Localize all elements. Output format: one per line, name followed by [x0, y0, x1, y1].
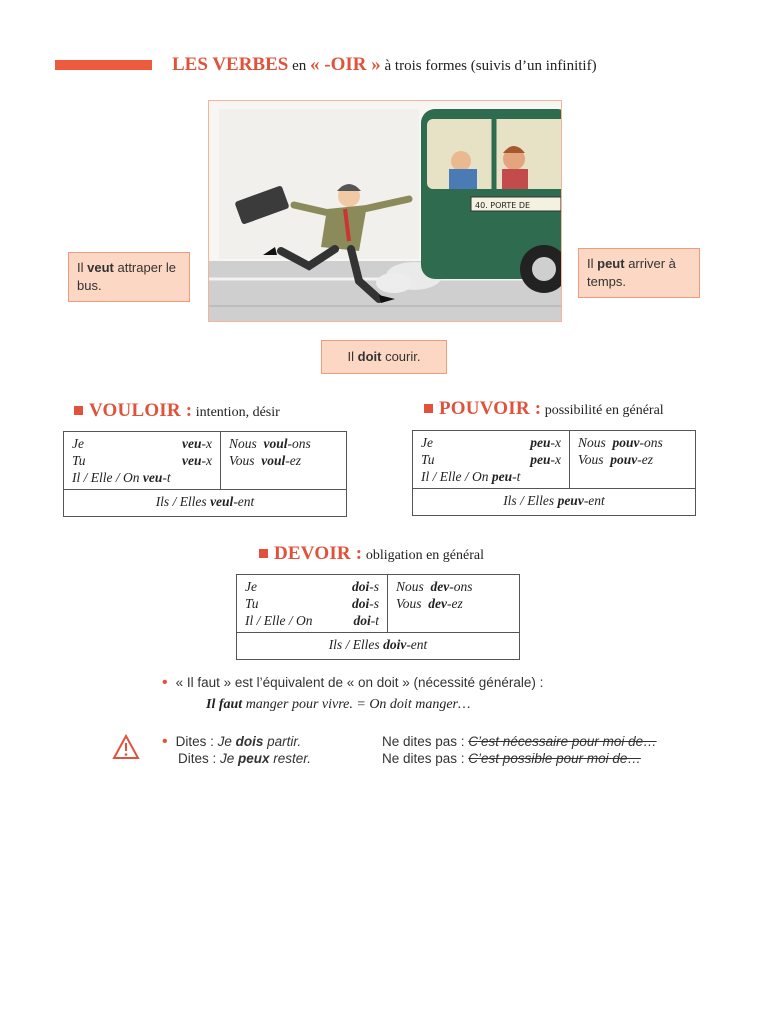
section-devoir-heading: DEVOIR : obligation en général [259, 543, 484, 565]
conj-row: Tu doi-s [245, 596, 379, 611]
dites-line-1: • Dites : Je dois partir. [162, 733, 302, 750]
vouloir-plural-cell [221, 432, 347, 490]
pouvoir-plural-cell [570, 431, 696, 489]
running-man-bus-drawing [209, 101, 561, 321]
vouloir-singular-cell [64, 432, 221, 490]
vouloir-conjugation-table [63, 431, 347, 517]
pouvoir-third-plural: Ils / Elles peuv-ent [413, 489, 696, 516]
conj-row: Je doi-s [245, 579, 379, 594]
note-il-faut: • « Il faut » est l’équivalent de « on doit » (nécessité générale) : [162, 674, 544, 691]
bus-illustration [208, 100, 562, 322]
page-title: LES VERBES en « -OIR » à trois formes (suivis d’un infinitif) [172, 54, 597, 75]
note-il-faut-example: Il faut manger pour vivre. = On doit manger… [206, 697, 471, 712]
bus-destination-sign: 40. PORTE DE [475, 201, 531, 210]
callout-doit: Il doit courir. [321, 340, 447, 374]
conj-row: Nous pouv-ons [578, 435, 663, 450]
conj-row: Vous pouv-ez [578, 452, 654, 467]
callout-veut: Il veut attraper le bus. [68, 252, 190, 302]
conj-row: Nous dev-ons [396, 579, 473, 594]
callout-peut: Il peut arriver à temps. [578, 248, 700, 298]
bullet-square-icon [74, 406, 83, 415]
devoir-conjugation-table [236, 574, 520, 660]
ne-dites-pas-block [382, 733, 657, 767]
conj-row: Vous voul-ez [229, 453, 302, 468]
conj-row: Vous dev-ez [396, 596, 463, 611]
bullet-dot-icon: • [162, 733, 168, 750]
vouloir-third-plural: Ils / Elles veul-ent [64, 490, 347, 517]
conj-row: Il / Elle / On doi-t [245, 613, 379, 628]
ne-dites-line-1: Ne dites pas : C’est nécessaire pour moi de… [382, 734, 657, 749]
devoir-third-plural: Ils / Elles doiv-ent [237, 633, 520, 660]
dites-line-2: Dites : Je peux rester. [178, 751, 312, 766]
ne-dites-line-2: Ne dites pas : C’est possible pour moi de… [382, 751, 641, 766]
bullet-square-icon [259, 549, 268, 558]
bullet-dot-icon: • [162, 674, 168, 691]
bullet-square-icon [424, 404, 433, 413]
section-pouvoir-heading: POUVOIR : possibilité en général [424, 398, 664, 420]
conj-row: Je peu-x [421, 435, 561, 450]
conj-row: Je veu-x [72, 436, 212, 451]
section-vouloir-heading: VOULOIR : intention, désir [74, 400, 280, 422]
conj-row: Il / Elle / On peu-t [421, 469, 521, 484]
title-bar [55, 60, 152, 70]
dites-block [162, 733, 311, 767]
devoir-singular-cell [237, 575, 388, 633]
conj-row: Il / Elle / On veu-t [72, 470, 171, 485]
conj-row: Tu veu-x [72, 453, 212, 468]
conj-row: Nous voul-ons [229, 436, 311, 451]
warning-icon [112, 734, 140, 765]
pouvoir-singular-cell [413, 431, 570, 489]
conj-row: Tu peu-x [421, 452, 561, 467]
devoir-plural-cell [388, 575, 520, 633]
pouvoir-conjugation-table [412, 430, 696, 516]
